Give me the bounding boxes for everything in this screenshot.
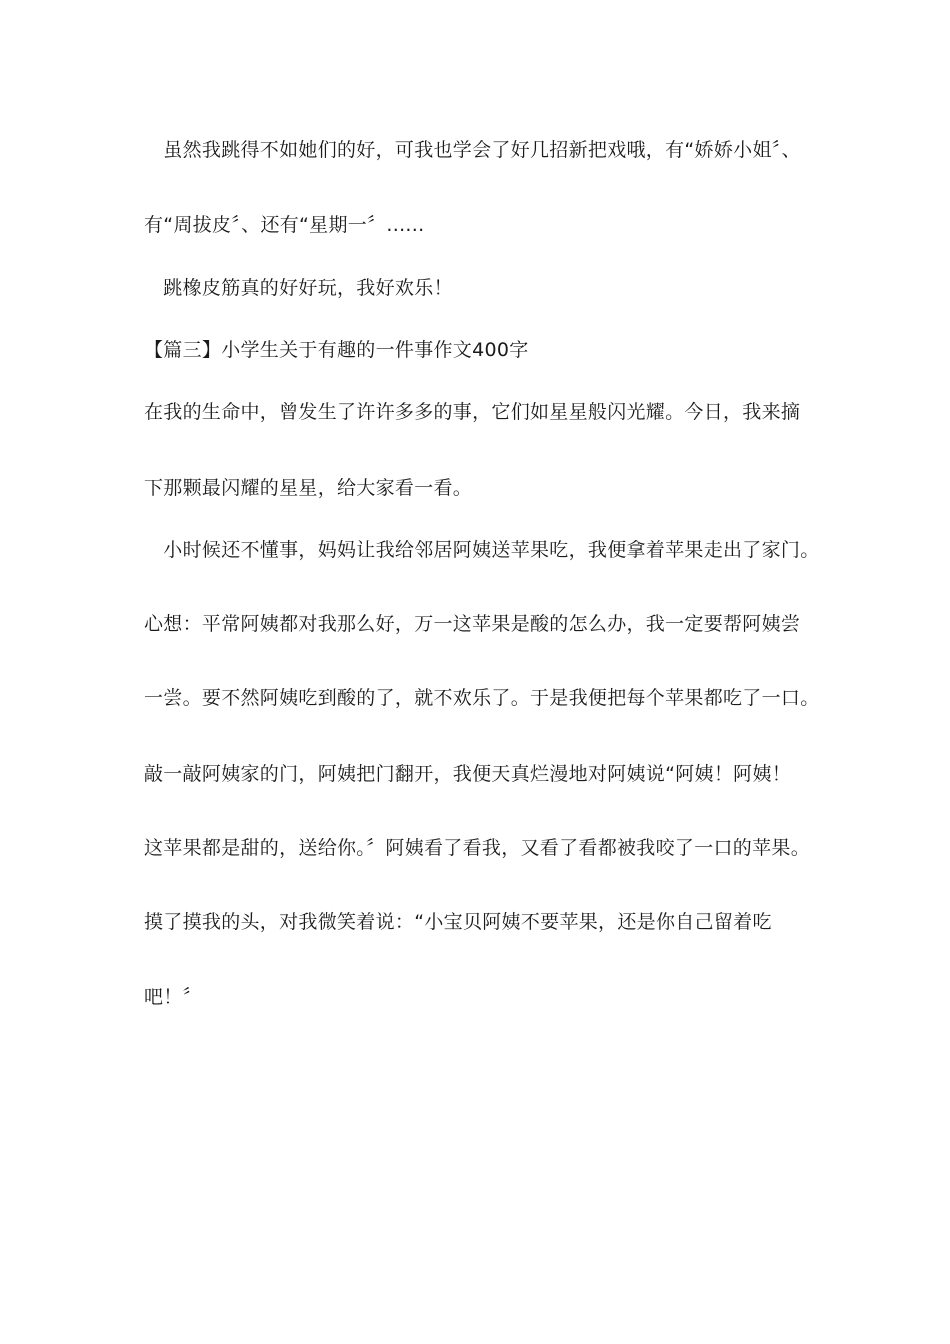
paragraph-line-11: 这苹果都是甜的，送给你。〞阿姨看了看我，又看了看都被我咬了一口的苹果。: [144, 837, 811, 859]
paragraph-line-8: 心想：平常阿姨都对我那么好，万一这苹果是酸的怎么办，我一定要帮阿姨尝: [144, 613, 801, 635]
paragraph-line-1: 虽然我跳得不如她们的好，可我也学会了好几招新把戏哦，有“娇娇小姐〞、: [144, 139, 801, 161]
paragraph-line-9: 一尝。要不然阿姨吃到酸的了，就不欢乐了。于是我便把每个苹果都吃了一口。: [144, 687, 820, 709]
paragraph-line-10: 敲一敲阿姨家的门，阿姨把门翻开，我便天真烂漫地对阿姨说“阿姨！阿姨！: [144, 763, 792, 785]
paragraph-line-13: 吧！〞: [144, 986, 202, 1008]
paragraph-line-6: 下那颗最闪耀的星星，给大家看一看。: [144, 477, 473, 499]
section-heading: 【篇三】小学生关于有趣的一件事作文400字: [144, 339, 529, 361]
paragraph-line-3: 跳橡皮筋真的好好玩，我好欢乐！: [144, 277, 453, 299]
paragraph-line-2: 有“周拔皮〞、还有“星期一〞......: [144, 214, 425, 236]
paragraph-line-12: 摸了摸我的头，对我微笑着说：“小宝贝阿姨不要苹果，还是你自己留着吃: [144, 911, 772, 933]
paragraph-line-7: 小时候还不懂事，妈妈让我给邻居阿姨送苹果吃，我便拿着苹果走出了家门。: [144, 539, 820, 561]
paragraph-line-5: 在我的生命中，曾发生了许许多多的事，它们如星星般闪光耀。今日，我来摘: [144, 401, 801, 423]
